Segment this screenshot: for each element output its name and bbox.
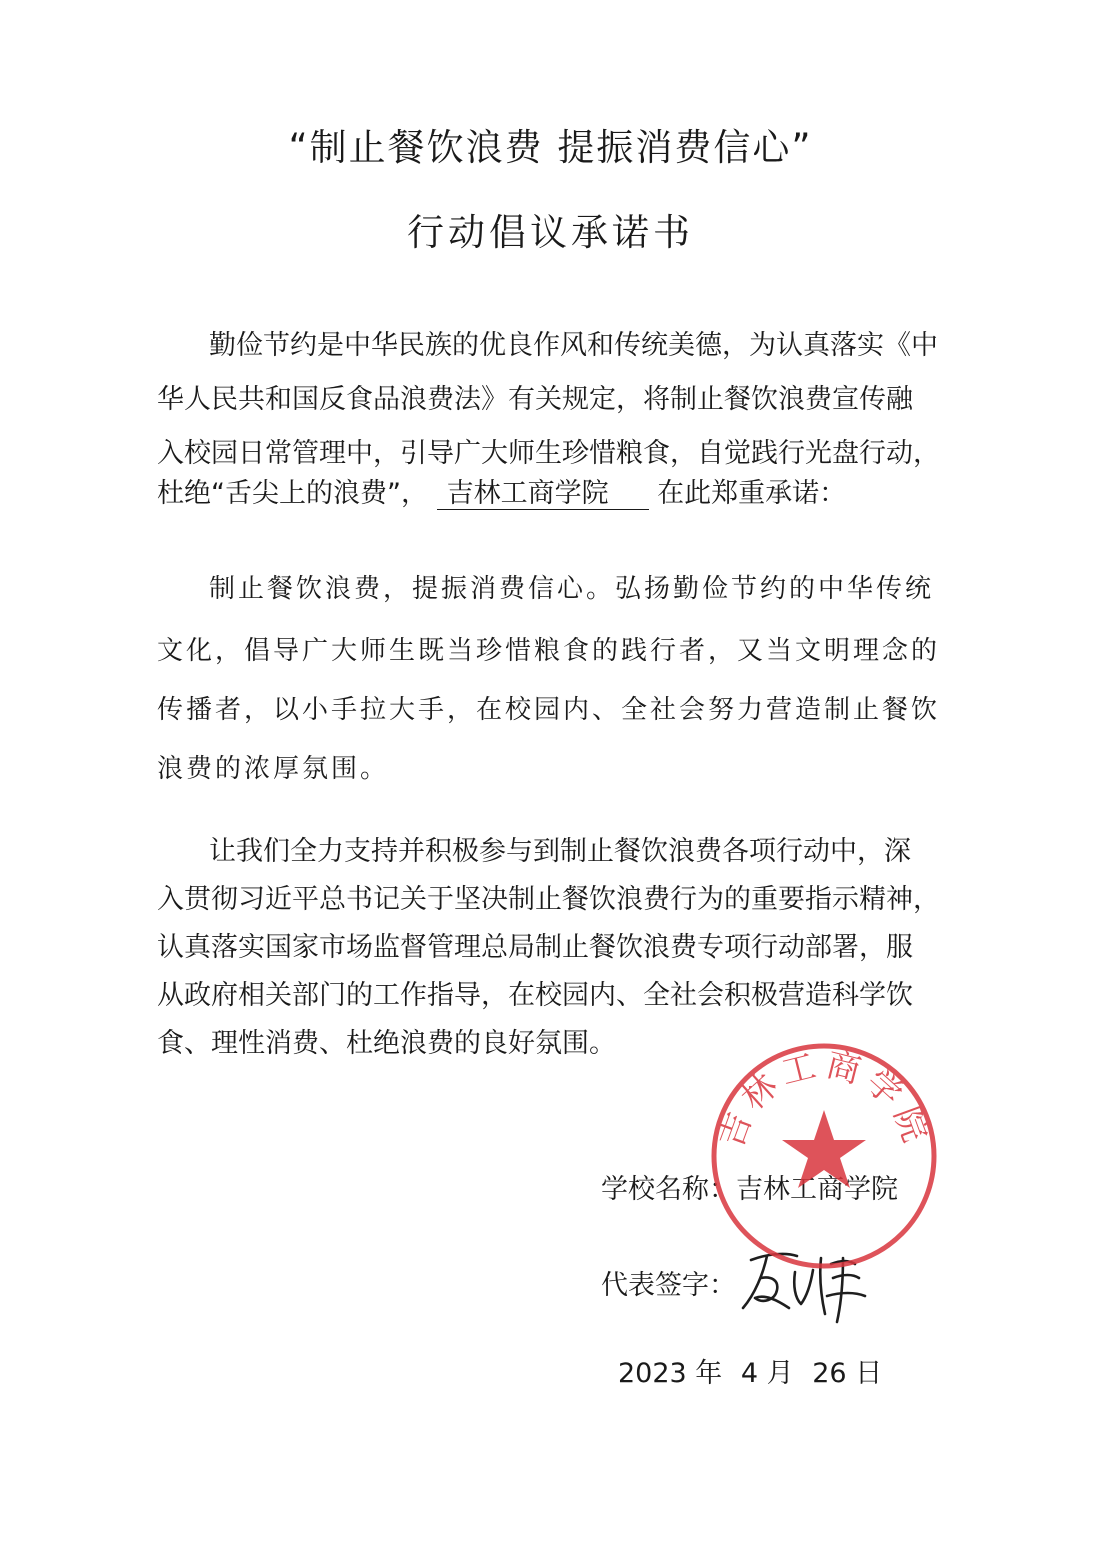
paragraph-line: 食、理性消费、杜绝浪费的良好氛围。 (157, 1028, 616, 1059)
paragraph-line: 华人民共和国反食品浪费法》有关规定，将制止餐饮浪费宣传融 (157, 384, 913, 415)
school-name-value: 吉林工商学院 (736, 1174, 898, 1205)
paragraph-line: 让我们全力支持并积极参与到制止餐饮浪费各项行动中，深 (209, 836, 911, 867)
seal-text: 吉林工商学院 (711, 1044, 937, 1153)
paragraph-line: 制止餐饮浪费，提振消费信心。弘扬勤俭节约的中华传统 (209, 574, 935, 604)
paragraph-line: 入校园日常管理中，引导广大师生珍惜粮食，自觉践行光盘行动， (157, 438, 940, 469)
seal-star (782, 1110, 866, 1188)
date-row (618, 1351, 882, 1390)
representative-label: 代表签字： (601, 1270, 736, 1301)
date-day: 26 日 (812, 1358, 883, 1389)
paragraph-line: 文化，倡导广大师生既当珍惜粮食的践行者，又当文明理念的 (157, 636, 941, 666)
pledge-suffix: 在此郑重承诺： (657, 478, 847, 509)
paragraph-line: 勤俭节约是中华民族的优良作风和传统美德，为认真落实《中 (209, 330, 938, 361)
paragraph-line: 入贯彻习近平总书记关于坚决制止餐饮浪费行为的重要指示精神， (157, 884, 940, 915)
paragraph-line-pledge (157, 471, 846, 510)
date-year: 2023 年 (618, 1358, 723, 1389)
pledge-prefix: 杜绝“舌尖上的浪费”， (157, 478, 428, 509)
paragraph-line: 认真落实国家市场监督管理总局制止餐饮浪费专项行动部署，服 (157, 932, 913, 963)
paragraph-line: 浪费的浓厚氛围。 (157, 754, 390, 784)
document-title-line2: 行动倡议承诺书 (407, 211, 694, 254)
paragraph-line: 从政府相关部门的工作指导，在校园内、全社会积极营造科学饮 (157, 980, 913, 1011)
school-name-blank: 吉林工商学院 (437, 479, 649, 510)
date-month: 4 月 (740, 1358, 794, 1389)
school-name-label: 学校名称： (601, 1174, 736, 1205)
paragraph-line: 传播者，以小手拉大手，在校园内、全社会努力营造制止餐饮 (157, 695, 941, 725)
document-title-line1: “制止餐饮浪费 提振消费信心” (288, 126, 813, 169)
official-seal (708, 1040, 940, 1272)
